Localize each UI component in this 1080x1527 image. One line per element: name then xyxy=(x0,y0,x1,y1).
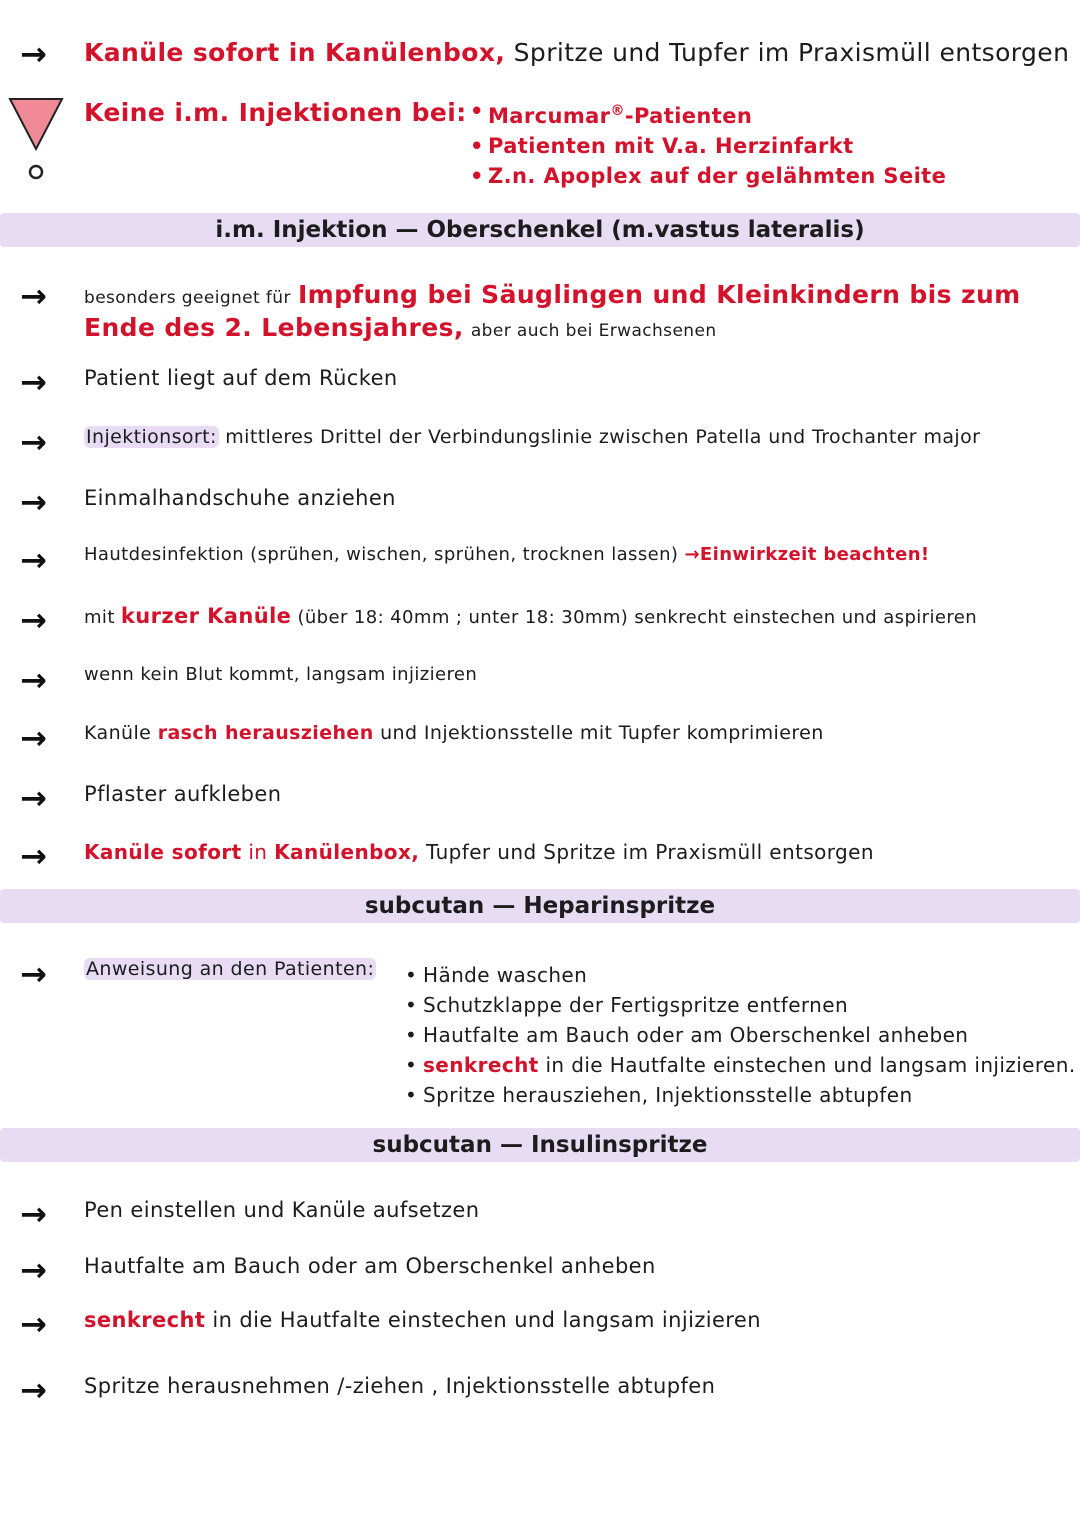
warning-triangle-icon xyxy=(6,97,66,191)
section-title: subcutan xyxy=(372,1132,492,1158)
section-header-im: i.m. Injektion — Oberschenkel (m.vastus lateralis) xyxy=(0,213,1080,247)
rasch-highlight: rasch herausziehen xyxy=(157,722,374,744)
section-header-heparin: subcutan — Heparinspritze xyxy=(0,889,1080,923)
warning-list xyxy=(470,96,946,191)
list-item: • Hände waschen xyxy=(405,960,1076,990)
arrow-icon: → xyxy=(20,601,48,639)
arrow-icon: → xyxy=(20,423,48,461)
arrow-icon: → xyxy=(20,1371,48,1409)
kurze-kanuele-highlight: kurzer Kanüle xyxy=(120,604,292,628)
arrow-icon: → xyxy=(20,541,48,579)
list-item: • Hautfalte am Bauch oder am Oberschenkel anheben xyxy=(405,1020,1076,1050)
arrow-icon: → xyxy=(20,955,48,993)
section-subtitle: Oberschenkel (m.vastus lateralis) xyxy=(426,217,865,243)
arrow-icon: → xyxy=(20,277,48,315)
arrow-icon: → xyxy=(20,1305,48,1343)
arrow-icon: → xyxy=(20,1195,48,1233)
section-title: i.m. Injektion xyxy=(215,217,388,243)
einwirkzeit-note: Einwirkzeit beachten! xyxy=(699,544,930,565)
arrow-icon: → xyxy=(20,363,48,401)
instruction-label: Anweisung an den Patienten: xyxy=(86,958,375,980)
intro-highlight: Impfung bei Säuglingen und Kleinkindern bis zum Ende des 2. Lebensjahres, xyxy=(84,280,1021,342)
disposal-red-text: Kanüle sofort in Kanülenbox, xyxy=(84,38,506,67)
section-subtitle: Heparinspritze xyxy=(523,893,716,919)
warning-label: Keine i.m. Injektionen bei: xyxy=(84,98,467,127)
list-item: • Spritze herausziehen, Injektionsstelle abtupfen xyxy=(405,1080,1076,1110)
section-title: subcutan xyxy=(364,893,485,919)
disposal-rest-text: Spritze und Tupfer im Praxismüll entsorgen xyxy=(513,38,1070,67)
arrow-icon: → xyxy=(20,1251,48,1289)
heparin-list xyxy=(405,960,1076,1110)
warning-item: • Patienten mit V.a. Herzinfarkt xyxy=(470,131,946,161)
list-item: • Schutzklappe der Fertigspritze entfernen xyxy=(405,990,1076,1020)
arrow-icon: → xyxy=(20,779,48,817)
section-subtitle: Insulinspritze xyxy=(530,1132,708,1158)
list-item: • senkrecht in die Hautfalte einstechen und langsam injizieren. xyxy=(405,1050,1076,1080)
arrow-icon: → xyxy=(20,483,48,521)
section-header-insulin: subcutan — Insulinspritze xyxy=(0,1128,1080,1162)
arrow-icon: → xyxy=(20,719,48,757)
warning-item: • Z.n. Apoplex auf der gelähmten Seite xyxy=(470,161,946,191)
arrow-icon: → xyxy=(20,661,48,699)
arrow-icon: → xyxy=(20,837,48,875)
arrow-icon: → xyxy=(20,35,48,73)
warning-item: • Marcumar®-Patienten xyxy=(470,96,946,131)
injektionsort-label: Injektionsort: xyxy=(86,426,217,448)
